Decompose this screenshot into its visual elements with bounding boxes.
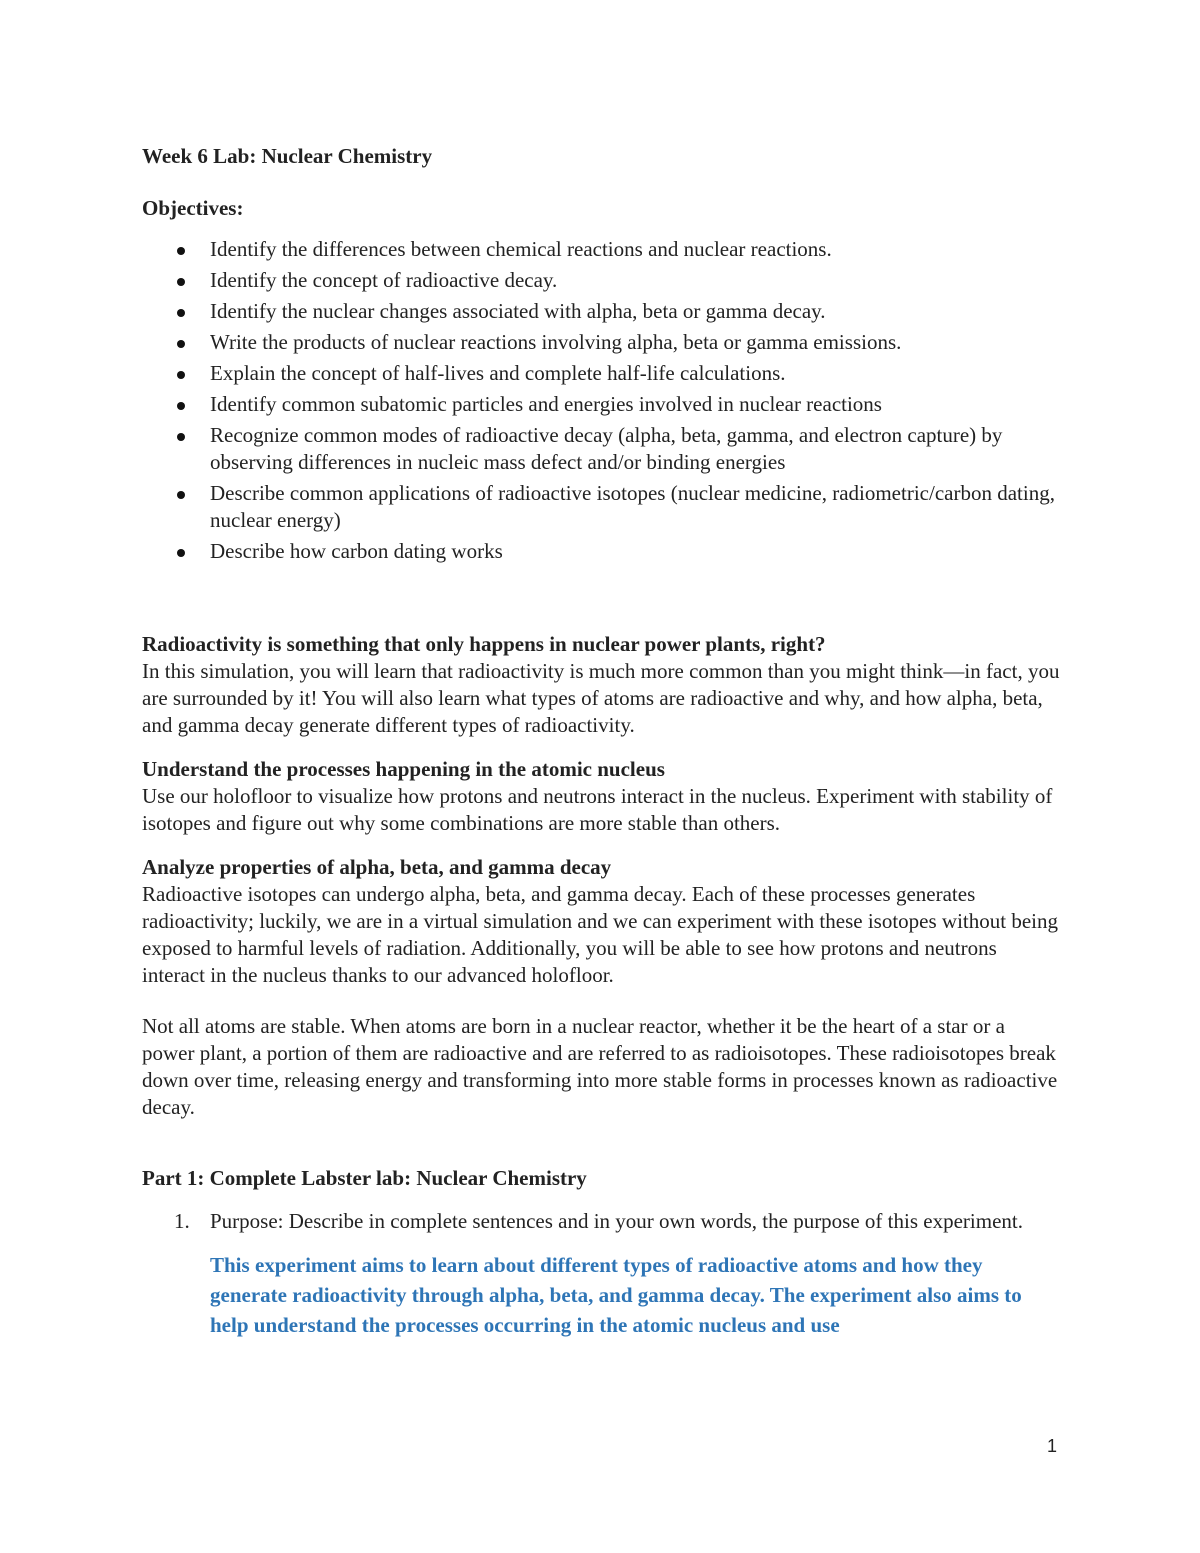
list-item	[142, 480, 1062, 534]
bullet-icon	[177, 433, 185, 441]
bullet-icon	[177, 309, 185, 317]
list-item	[142, 329, 1062, 356]
objective-text: Write the products of nuclear reactions involving alpha, beta or gamma emissions.	[210, 330, 902, 354]
part1-heading: Part 1: Complete Labster lab: Nuclear Chemistry	[142, 1166, 587, 1190]
objective-text: Identify common subatomic particles and energies involved in nuclear reactions	[210, 392, 882, 416]
section-heading: Analyze properties of alpha, beta, and gamma decay	[142, 855, 612, 879]
objectives-list	[142, 236, 1062, 565]
question-item	[142, 1207, 1062, 1236]
list-item	[142, 422, 1062, 476]
section-body: In this simulation, you will learn that radioactivity is much more common than you might think—in fact, you are surrounded by it! You will also learn what types of atoms are radioactive and why, and how alpha, beta, and gamma decay generate different types of radioactivity.	[142, 659, 1060, 737]
bullet-icon	[177, 278, 185, 286]
list-item	[142, 236, 1062, 263]
objective-text: Recognize common modes of radioactive decay (alpha, beta, gamma, and electron capture) by observing differences in nucleic mass defect and/or binding energies	[210, 423, 1003, 474]
bullet-icon	[177, 371, 185, 379]
objective-text: Identify the concept of radioactive decay.	[210, 268, 558, 292]
objective-text: Describe how carbon dating works	[210, 539, 503, 563]
objective-text: Describe common applications of radioactive isotopes (nuclear medicine, radiometric/carbon dating, nuclear energy)	[210, 481, 1055, 532]
list-item	[142, 298, 1062, 325]
objective-text: Identify the differences between chemical reactions and nuclear reactions.	[210, 237, 832, 261]
bullet-icon	[177, 491, 185, 499]
document-content	[142, 138, 1062, 1340]
objective-text: Identify the nuclear changes associated with alpha, beta or gamma decay.	[210, 299, 826, 323]
objective-text: Explain the concept of half-lives and complete half-life calculations.	[210, 361, 786, 385]
question-number: 1.	[174, 1209, 190, 1233]
objectives-heading: Objectives:	[142, 196, 244, 220]
page-number: 1	[1046, 1436, 1057, 1456]
section-heading: Radioactivity is something that only happens in nuclear power plants, right?	[142, 632, 826, 656]
bullet-icon	[177, 402, 185, 410]
section-radioactivity	[142, 631, 1062, 739]
document-title: Week 6 Lab: Nuclear Chemistry	[142, 144, 433, 168]
stability-paragraph: Not all atoms are stable. When atoms are born in a nuclear reactor, whether it be the heart of a star or a power plant, a portion of them are radioactive and are referred to as radioisotopes. These radioisotopes break down over time, releasing energy and transforming into more stable forms in processes known as radioactive decay.	[142, 1014, 1058, 1119]
section-body: Radioactive isotopes can undergo alpha, beta, and gamma decay. Each of these processes generates radioactivity; luckily, we are in a virtual simulation and we can experiment with these isotopes without being exposed to harmful levels of radiation. Additionally, you will be able to see how protons and neutrons interact in the nucleus thanks to our advanced holofloor.	[142, 882, 1058, 987]
section-decay-properties	[142, 854, 1062, 989]
bullet-icon	[177, 549, 185, 557]
section-body: Use our holofloor to visualize how protons and neutrons interact in the nucleus. Experiment with stability of isotopes and figure out why some combinations are more stable than others.	[142, 784, 1053, 835]
bullet-icon	[177, 340, 185, 348]
bullet-icon	[177, 247, 185, 255]
questions-list	[142, 1207, 1062, 1236]
list-item	[142, 267, 1062, 294]
section-atomic-nucleus	[142, 756, 1062, 837]
answer-text: This experiment aims to learn about different types of radioactive atoms and how they generate radioactivity through alpha, beta, and gamma decay. The experiment also aims to help understand the processes occurring in the atomic nucleus and use	[210, 1253, 1022, 1337]
list-item	[142, 538, 1062, 565]
question-text: Purpose: Describe in complete sentences and in your own words, the purpose of this experiment.	[210, 1209, 1023, 1233]
list-item	[142, 391, 1062, 418]
section-heading: Understand the processes happening in the atomic nucleus	[142, 757, 665, 781]
list-item	[142, 360, 1062, 387]
